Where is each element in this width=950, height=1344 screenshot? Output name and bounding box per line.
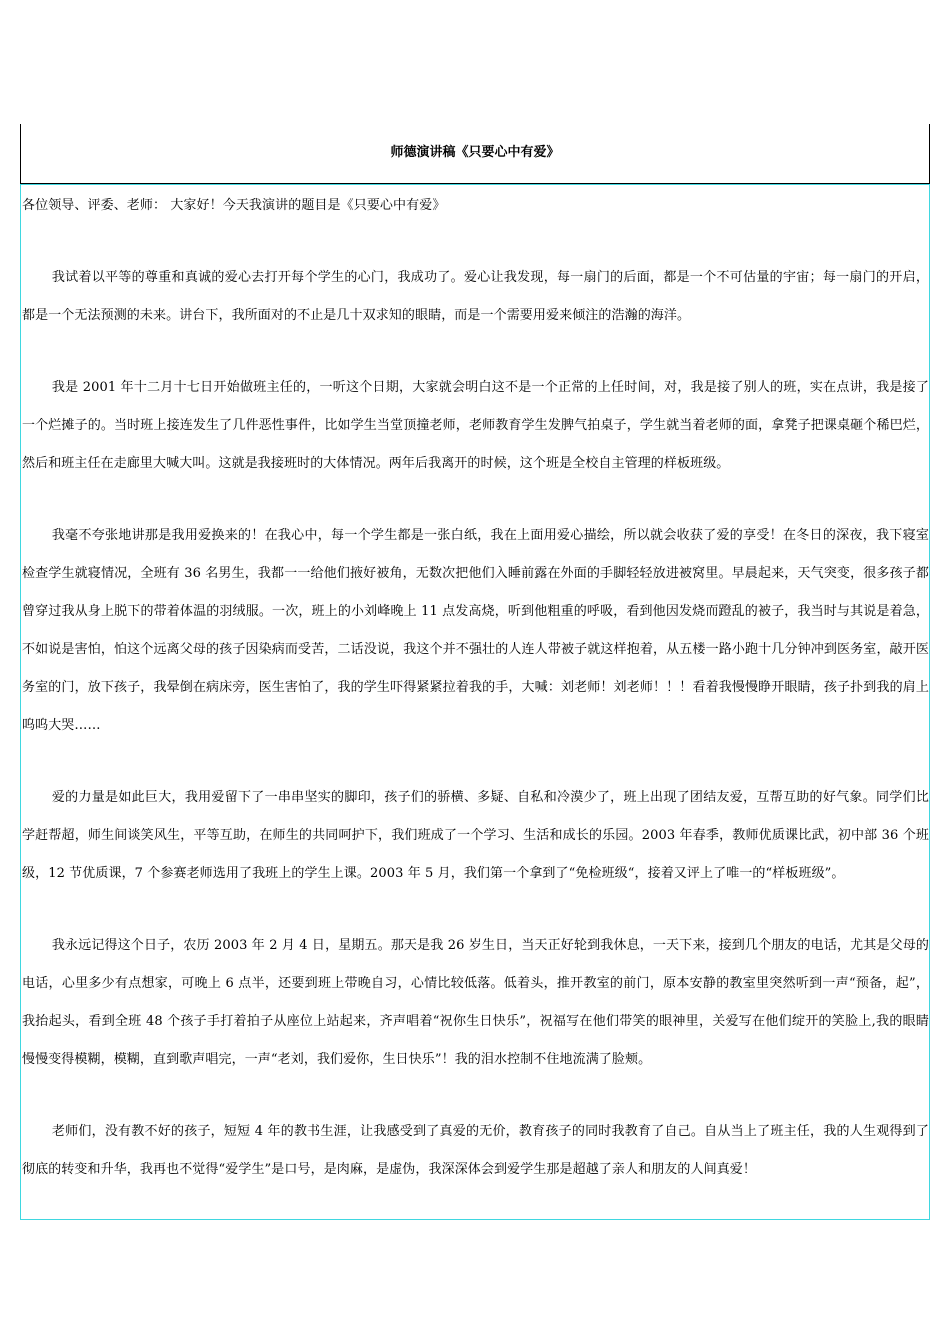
document-title: 师德演讲稿《只要心中有爱》 — [390, 145, 560, 160]
title-cell — [20, 124, 930, 184]
speech-text — [22, 187, 929, 1189]
paragraph-1: 我试着以平等的尊重和真诚的爱心去打开每个学生的心门，我成功了。爱心让我发现，每一扇门的后面，都是一个不可估量的宇宙；每一扇门的开启，都是一个无法预测的未来。讲台下，我所面对的不止是几十双求知的眼睛，而是一个需要用爱来倾注的浩瀚的海洋。 — [22, 270, 929, 323]
paragraph-2: 我是 2001 年十二月十七日开始做班主任的，一听这个日期，大家就会明白这不是一个正常的上任时间，对，我是接了别人的班，实在点讲，我是接了一个烂摊子的。当时班上接连发生了几件恶性事件，比如学生当堂顶撞老师，老师教育学生发脾气拍桌子，学生就当着老师的面，拿凳子把课桌砸个稀巴烂，然后和班主任在走廊里大喊大叫。这就是我接班时的大体情况。两年后我离开的时候，这个班是全校自主管理的样板班级。 — [22, 380, 929, 471]
paragraph-gap — [22, 893, 929, 927]
paragraph-5: 我永远记得这个日子，农历 2003 年 2 月 4 日，星期五。那天是我 26 岁生日，当天正好轮到我休息，一天下来，接到几个朋友的电话，尤其是父母的电话，心里多少有点想家，可晚上 6 点半，还要到班上带晚自习，心情比较低落。低着头，推开教室的前门，原本安静的教室里突然听到一声“预备，起”，我抬起头，看到全班 48 个孩子手打着拍子从座位上站起来，齐声唱着“祝你生日快乐”，祝福写在他们带笑的眼神里，关爱写在他们绽开的笑脸上,我的眼睛慢慢变得模糊，模糊，直到歌声唱完，一声“老刘，我们爱你，生日快乐”！我的泪水控制不住地流满了脸颊。 — [22, 938, 929, 1067]
paragraph-gap — [22, 225, 929, 259]
paragraph-gap — [22, 335, 929, 369]
paragraph-gap — [22, 745, 929, 779]
paragraph-gap — [22, 483, 929, 517]
body-cell — [20, 184, 930, 1220]
paragraph-6: 老师们，没有教不好的孩子，短短 4 年的教书生涯，让我感受到了真爱的无价，教育孩子的同时我教育了自己。自从当上了班主任，我的人生观得到了彻底的转变和升华，我再也不觉得“爱学生”是口号，是肉麻，是虚伪，我深深体会到爱学生那是超越了亲人和朋友的人间真爱！ — [22, 1124, 929, 1177]
paragraph-gap — [22, 1079, 929, 1113]
paragraph-3: 我毫不夸张地讲那是我用爱换来的！在我心中，每一个学生都是一张白纸，我在上面用爱心描绘，所以就会收获了爱的享受！在冬日的深夜，我下寝室检查学生就寝情况，全班有 36 名男生，我都一一给他们掖好被角，无数次把他们入睡前露在外面的手脚轻轻放进被窝里。早晨起来，天气突变，很多孩子都曾穿过我从身上脱下的带着体温的羽绒服。一次，班上的小刘峰晚上 11 点发高烧，听到他粗重的呼吸，看到他因发烧而蹬乱的被子，我当时与其说是着急，不如说是害怕，怕这个远离父母的孩子因染病而受苦，二话没说，我这个并不强壮的人连人带被子就这样抱着，从五楼一路小跑十几分钟冲到医务室，敲开医务室的门，放下孩子，我晕倒在病床旁，医生害怕了，我的学生吓得紧紧拉着我的手，大喊：刘老师！刘老师！！！看着我慢慢睁开眼睛，孩子扑到我的肩上呜呜大哭…… — [22, 528, 929, 733]
salutation: 各位领导、评委、老师： 大家好！今天我演讲的题目是《只要心中有爱》 — [22, 198, 446, 213]
paragraph-4: 爱的力量是如此巨大，我用爱留下了一串串坚实的脚印，孩子们的骄横、多疑、自私和冷漠少了，班上出现了团结友爱，互帮互助的好气象。同学们比学赶帮超，师生间谈笑风生，平等互助，在师生的共同呵护下，我们班成了一个学习、生活和成长的乐园。2003 年春季，教师优质课比武，初中部 36 个班级，12 节优质课，7 个参赛老师选用了我班上的学生上课。2003 年 5 月，我们第一个拿到了“免检班级“，接着又评上了唯一的“样板班级”。 — [22, 790, 929, 881]
